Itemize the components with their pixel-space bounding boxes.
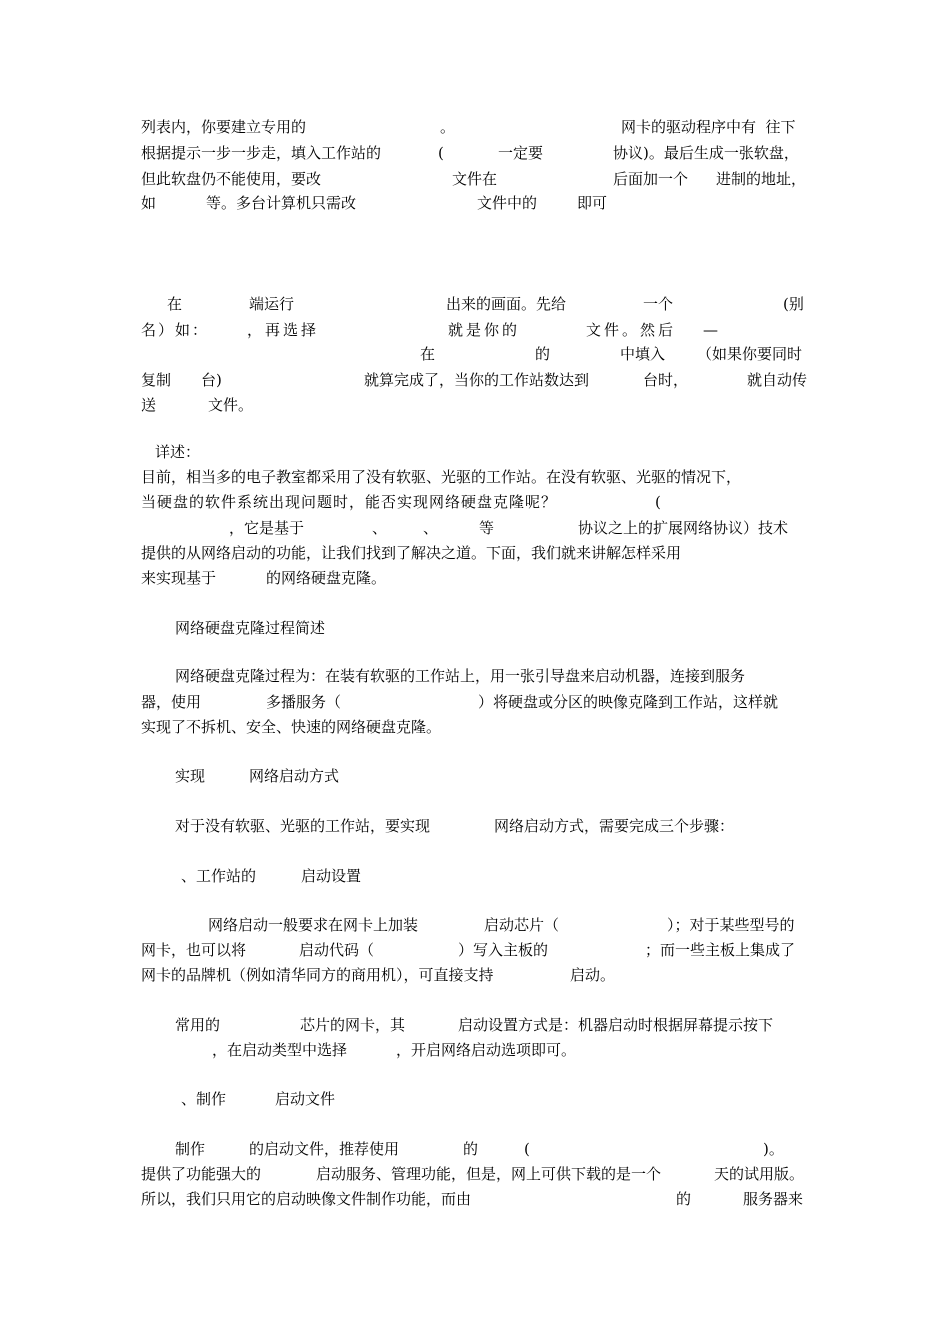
text-segment: 芯片的网卡，其: [300, 1016, 406, 1034]
text-segment: 台): [201, 371, 222, 389]
text-segment: 等。多台计算机只需改: [206, 194, 357, 212]
text-segment: ，它是基于: [229, 519, 305, 537]
text-segment: ）将硬盘或分区的映像克隆到工作站，这样就: [478, 693, 779, 711]
text-segment: 在: [420, 345, 436, 363]
text-segment: 器，使用: [141, 693, 202, 711]
text-segment: ，在启动类型中选择: [212, 1041, 348, 1059]
text-segment: 后面加一个: [613, 170, 689, 188]
text-segment: 启动设置方式是：机器启动时根据屏幕提示按下: [458, 1016, 774, 1034]
text-segment: 实现了不拆机、安全、快速的网络硬盘克隆。: [141, 718, 442, 736]
text-segment: 送: [141, 396, 157, 414]
step-heading: 启动设置: [301, 867, 362, 885]
text-segment: 一个: [643, 295, 674, 313]
text-segment: 的: [535, 345, 551, 363]
text-segment: 文件中的: [477, 194, 538, 212]
text-segment: 文件在: [452, 170, 498, 188]
text-segment: 网络启动方式，需要完成三个步骤：: [494, 817, 735, 835]
text-segment: 服务器来: [743, 1190, 804, 1208]
text-segment: 即可: [577, 194, 608, 212]
text-segment: 协议之上的扩展网络协议）技术: [578, 519, 789, 537]
text-segment: 台时，: [643, 371, 689, 389]
text-segment: 网络启动一般要求在网卡上加装: [208, 916, 419, 934]
text-segment: 提供的从网络启动的功能，让我们找到了解决之道。下面，我们就来讲解怎样采用: [141, 544, 682, 562]
text-segment: 当硬盘的软件系统出现问题时，能否实现网络硬盘克隆呢？: [141, 493, 558, 511]
text-segment: 根据提示一步一步走，填入工作站的: [141, 144, 382, 162]
text-segment: 启动。: [570, 966, 616, 984]
text-segment: 名）如：: [141, 321, 210, 339]
text-segment: 网络硬盘克隆过程为：在装有软驱的工作站上，用一张引导盘来启动机器，连接到服务: [175, 667, 746, 685]
text-segment: 一定要: [498, 144, 544, 162]
text-segment: 的: [463, 1140, 479, 1158]
text-segment: 就是你的: [448, 321, 521, 339]
text-segment: 列表内，你要建立专用的: [141, 118, 307, 136]
text-segment: 多播服务（: [266, 693, 342, 711]
text-segment: (别: [783, 295, 804, 313]
text-segment: ；而一些主板上集成了: [645, 941, 796, 959]
text-segment: 端运行: [249, 295, 295, 313]
step-heading: 、工作站的: [181, 867, 257, 885]
text-segment: 网卡，也可以将: [141, 941, 247, 959]
text-segment: （如果你要同时: [697, 345, 803, 363]
text-segment: 在: [167, 295, 183, 313]
text-segment: 出来的画面。先给: [446, 295, 567, 313]
text-segment: 目前，相当多的电子教室都采用了没有软驱、光驱的工作站。在没有软驱、光驱的情况下，: [141, 468, 742, 486]
text-segment: 网卡的品牌机（例如清华同方的商用机），可直接支持: [141, 966, 494, 984]
text-segment: 天的试用版。: [714, 1165, 805, 1183]
text-segment: ）；对于某些型号的: [667, 916, 795, 934]
text-segment: ，再选择: [247, 321, 320, 339]
text-segment: 等: [479, 519, 495, 537]
text-segment: 文件。然后: [586, 321, 677, 339]
text-segment: (: [524, 1140, 530, 1158]
text-segment: 对于没有软驱、光驱的工作站，要实现: [175, 817, 431, 835]
text-segment: 来实现基于: [141, 569, 217, 587]
text-segment: 启动服务、管理功能，但是，网上可供下载的是一个: [316, 1165, 662, 1183]
text-segment: (: [438, 144, 444, 162]
text-segment: ）写入主板的: [458, 941, 549, 959]
text-segment: —: [703, 321, 718, 339]
section-heading: 网络硬盘克隆过程简述: [175, 619, 326, 637]
text-segment: 启动代码（: [299, 941, 375, 959]
text-segment: 中填入: [620, 345, 666, 363]
text-segment: 。: [440, 118, 456, 136]
text-segment: 的启动文件，推荐使用: [249, 1140, 400, 1158]
text-segment: 提供了功能强大的: [141, 1165, 262, 1183]
text-segment: 启动芯片（: [484, 916, 560, 934]
text-segment: 、: [372, 519, 388, 537]
text-segment: 、: [423, 519, 439, 537]
text-segment: 进制的地址，: [716, 170, 807, 188]
section-heading: 实现: [175, 767, 206, 785]
text-segment: 复制: [141, 371, 172, 389]
text-segment: 所以，我们只用它的启动映像文件制作功能，而由: [141, 1190, 472, 1208]
step-heading: 、制作: [181, 1090, 227, 1108]
text-segment: 就算完成了，当你的工作站数达到: [364, 371, 590, 389]
text-segment: 的: [676, 1190, 692, 1208]
section-heading: 详述：: [155, 443, 201, 461]
text-segment: 就自动传: [747, 371, 808, 389]
step-heading: 启动文件: [275, 1090, 336, 1108]
text-segment: 协议)。最后生成一张软盘，: [613, 144, 799, 162]
text-segment: 文件。: [208, 396, 254, 414]
text-segment: 的网络硬盘克隆。: [266, 569, 387, 587]
text-segment: 常用的: [175, 1016, 221, 1034]
text-segment: 但此软盘仍不能使用，要改: [141, 170, 322, 188]
text-segment: 如: [141, 194, 157, 212]
text-segment: (: [655, 493, 661, 511]
text-segment: 网卡的驱动程序中有 往下: [621, 118, 796, 136]
text-segment: 制作: [175, 1140, 206, 1158]
text-segment: ，开启网络启动选项即可。: [396, 1041, 577, 1059]
section-heading: 网络启动方式: [249, 767, 340, 785]
text-segment: )。: [763, 1140, 784, 1158]
